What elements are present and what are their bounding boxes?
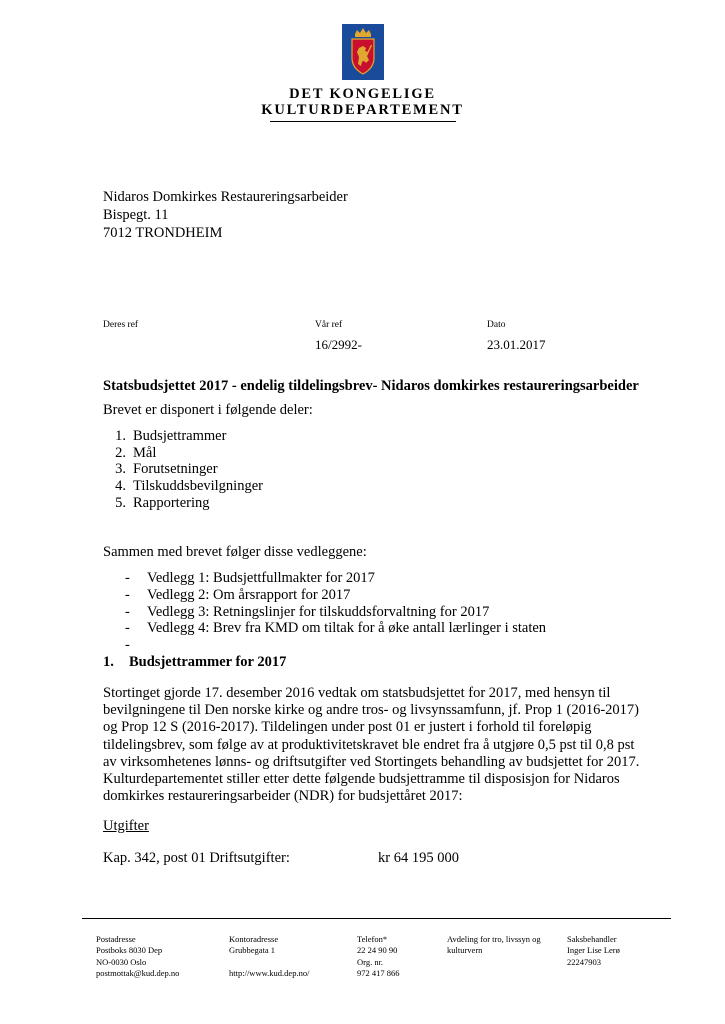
list-item: - [125,637,130,654]
expenses-heading: Utgifter [103,818,149,834]
body-line: Stortinget gjorde 17. desember 2016 vedtak om statsbudsjettet for 2017, med hensyn til [103,685,611,701]
list-item: 3. Forutsetninger [115,461,218,478]
org-name-line2: KULTURDEPARTEMENT [261,102,464,118]
footer-label: Kontoradresse [229,934,279,944]
footer-telefon [357,934,400,979]
body-line: tildelingsbrev, som følge av at produktivitetskravet ble endret fra å utgjøre 0,5 pst til 0,8 pst [103,736,635,753]
body-line: bevilgningene til Den norske kirke og andre tros- og livsynssamfunn, jf. Prop 1 (2016-2017) [103,702,640,719]
recipient-street: Bispegt. 11 [103,207,169,223]
body-line: Kulturdepartementet stiller etter dette følgende budsjettramme til disposisjon for Nidaros [103,771,620,788]
footer-avdeling [447,934,541,957]
body-line: og Prop 12 S (2016-2017). Tildelingen under post 01 er justert i forhold til foreløpig [103,719,592,736]
letter-subject: Statsbudsjettet 2017 - endelig tildelingsbrev- Nidaros domkirkes restaureringsarbeider [103,378,639,394]
section-number: 1. [103,654,114,670]
footer-text: Grubbegata 1 [229,945,276,956]
list-item: 2. Mål [115,444,157,461]
footer-label: Postadresse [96,934,136,944]
footer-text: NO-0030 Oslo [96,956,147,967]
footer-text: 22 24 90 90 [357,945,398,956]
body-line: domkirkes restaureringsarbeider (NDR) for budsjettåret 2017: [103,788,463,805]
section-body [103,685,683,805]
coat-of-arms-icon [342,24,384,80]
var-ref-label: Vår ref [315,320,343,330]
intro-text: Brevet er disponert i følgende deler: [103,402,313,418]
footer-text: Inger Lise Lerø [567,945,620,956]
recipient-address [103,188,348,242]
footer-kontoradresse [229,934,309,979]
footer-postadresse [96,934,179,979]
footer-divider [82,918,671,919]
letterhead [0,24,725,122]
footer-label: Telefon* [357,934,388,944]
dato-value: 23.01.2017 [487,337,546,352]
footer-saksbehandler [567,934,620,968]
list-item: - Vedlegg 1: Budsjettfullmakter for 2017 [125,570,375,586]
org-name-line1: DET KONGELIGE [289,86,436,102]
recipient-name: Nidaros Domkirkes Restaureringsarbeider [103,189,348,205]
list-item: - Vedlegg 4: Brev fra KMD om tiltak for å øke antall lærlinger i staten [125,620,547,637]
body-line: av virksomhetenes lønns- og driftsutgifter ved Stortingets behandling av budsjettet for 2017. [103,753,640,770]
footer-label: Saksbehandler [567,934,617,944]
footer-label: Avdeling for tro, livssyn og [447,934,541,944]
footer-text: 972 417 866 [357,967,400,978]
footer-text: 22247903 [567,956,601,967]
footer-text: Org. nr. [357,956,384,967]
attachments-intro: Sammen med brevet følger disse vedleggene: [103,544,367,560]
dato-label: Dato [487,320,506,330]
list-item: - Vedlegg 3: Retningslinjer for tilskuddsforvaltning for 2017 [125,603,490,620]
letterhead-divider [270,121,456,122]
section-title: Budsjettrammer for 2017 [129,654,287,670]
list-item: 1. Budsjettrammer [115,428,227,444]
list-item: 4. Tilskuddsbevilgninger [115,478,263,495]
var-ref-value: 16/2992- [315,337,362,352]
section-heading [103,654,286,671]
parts-list [105,428,263,512]
attachments-list [103,570,546,654]
list-item: - Vedlegg 2: Om årsrapport for 2017 [125,586,351,603]
footer-text: Postboks 8030 Dep [96,945,163,956]
list-item: 5. Rapportering [115,494,210,511]
footer-email-link[interactable]: postmottak@kud.dep.no [96,967,180,978]
budget-line-amount: kr 64 195 000 [378,850,459,866]
footer-text: kulturvern [447,945,483,956]
budget-line-label: Kap. 342, post 01 Driftsutgifter: [103,850,290,866]
footer-website-link[interactable]: http://www.kud.dep.no/ [229,967,310,978]
recipient-city: 7012 TRONDHEIM [103,225,223,241]
deres-ref-label: Deres ref [103,320,139,330]
